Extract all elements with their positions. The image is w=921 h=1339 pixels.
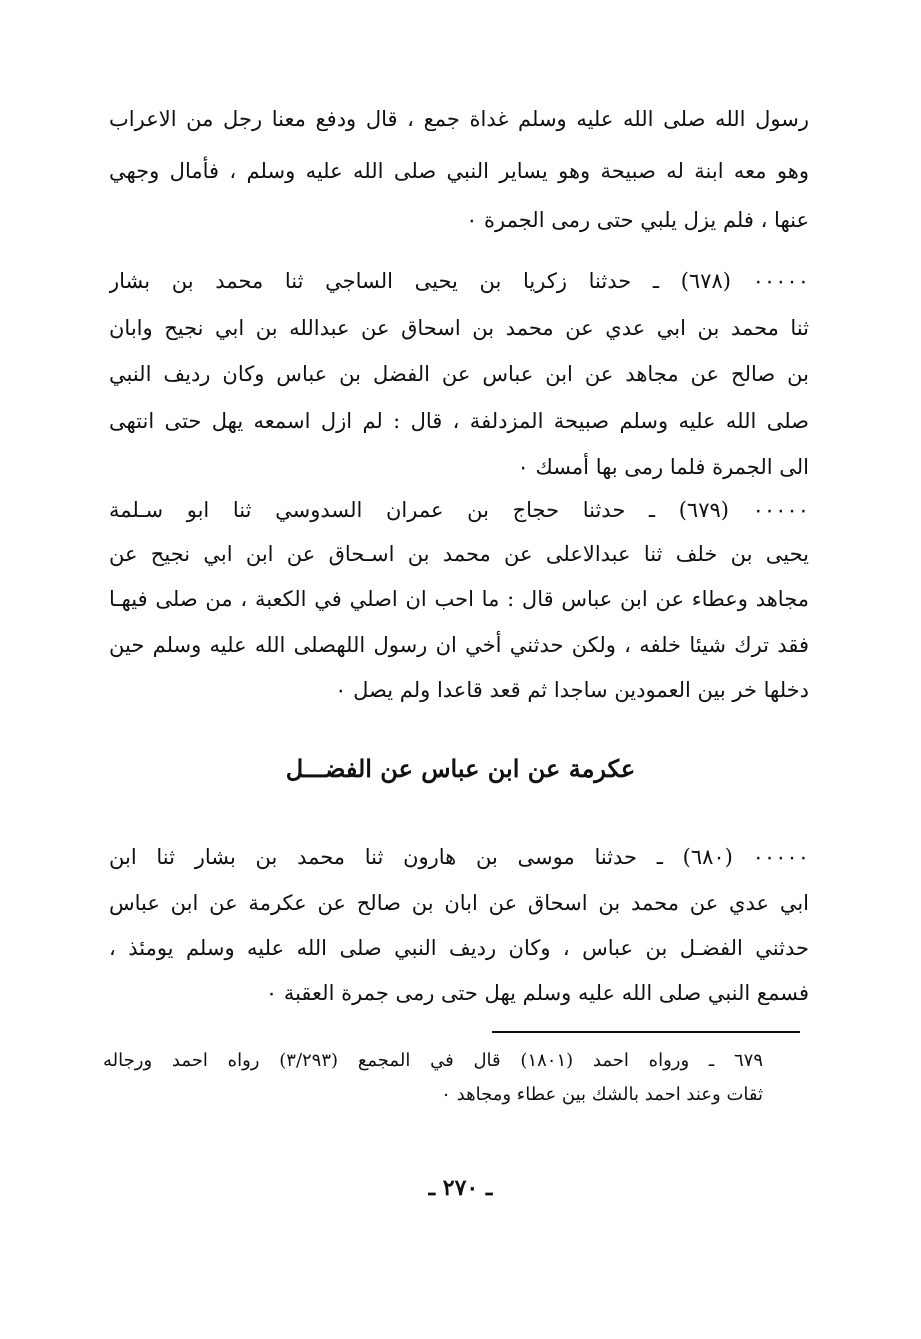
hadith-680-line: فسمع النبي صلى الله عليه وسلم يهل حتى رمى جمرة العقبة ٠ (265, 981, 809, 1005)
hadith-678-line: بن صالح عن مجاهد عن ابن عباس عن الفضل بن عباس وكان رديف النبي (109, 362, 809, 386)
hadith-679-line: مجاهد وعطاء عن ابن عباس قال : ما احب ان اصلي في الكعبة ، من صلى فيهـا (109, 587, 809, 611)
text-line: وهو معه ابنة له صبيحة وهو يساير النبي صلى الله عليه وسلم ، فأمال وجهي (109, 159, 809, 183)
hadith-679-line: دخلها خر بين العمودين ساجدا ثم قعد قاعدا ولم يصل ٠ (335, 678, 809, 702)
hadith-678-line: صلى الله عليه وسلم صبيحة المزدلفة ، قال : لم ازل اسمعه يهل حتى انتهى (109, 409, 809, 433)
section-heading: عكرمة عن ابن عباس عن الفضـــل (285, 754, 636, 783)
text-line: رسول الله صلى الله عليه وسلم غداة جمع ، قال ودفع معنا رجل من الاعراب (109, 107, 809, 131)
page-number: ـ ٢٧٠ ـ (428, 1175, 493, 1201)
hadith-680-line: ابي عدي عن محمد بن اسحاق عن ابان بن صالح عن عكرمة عن ابن عباس (109, 891, 809, 915)
hadith-678-line: الى الجمرة فلما رمى بها أمسك ٠ (517, 455, 809, 479)
hadith-679-line: ٠٠٠٠٠ (٦٧٩) ـ حدثنا حجاج بن عمران السدوسي ثنا ابو سـلمة (109, 498, 809, 522)
footnote-line: ثقات وعند احمد بالشك بين عطاء ومجاهد ٠ (441, 1084, 763, 1105)
hadith-679-line: فقد ترك شيئا خلفه ، ولكن حدثني أخي ان رسول اللهصلى الله عليه وسلم حين (109, 633, 809, 657)
hadith-679-line: يحيى بن خلف ثنا عبدالاعلى عن محمد بن اسـحاق عن ابن ابي نجيح عن (109, 542, 809, 566)
footnote-separator (492, 1031, 800, 1033)
text-line: عنها ، فلم يزل يلبي حتى رمى الجمرة ٠ (466, 208, 809, 232)
hadith-678-line: ثنا محمد بن ابي عدي عن محمد بن اسحاق عن عبدالله بن ابي نجيح وابان (109, 316, 809, 340)
hadith-680-line: حدثني الفضـل بن عباس ، وكان رديف النبي صلى الله عليه وسلم يومئذ ، (109, 936, 809, 960)
footnote-line: ٦٧٩ ـ ورواه احمد (١٨٠١) قال في المجمع (٣/٢٩٣) رواه احمد ورجاله (103, 1050, 763, 1071)
hadith-680-line: ٠٠٠٠٠ (٦٨٠) ـ حدثنا موسى بن هارون ثنا محمد بن بشار ثنا ابن (109, 845, 809, 869)
hadith-678-line: ٠٠٠٠٠ (٦٧٨) ـ حدثنا زكريا بن يحيى الساجي ثنا محمد بن بشار (109, 269, 809, 293)
